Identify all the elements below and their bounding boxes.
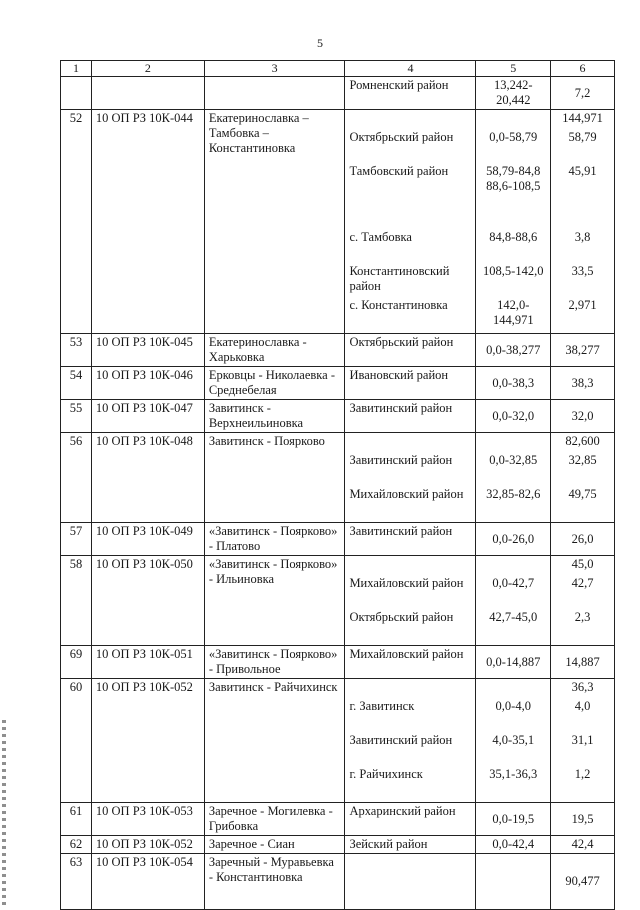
row-number-cell: 52 xyxy=(61,110,92,334)
header-cell: 3 xyxy=(204,61,345,77)
spacer xyxy=(480,680,546,695)
road-code-cell: 10 ОП РЗ 10К-044 xyxy=(91,110,204,334)
district-cell: Зейский район xyxy=(345,836,476,854)
table-row xyxy=(61,646,615,679)
section-length: 31,1 xyxy=(571,733,594,747)
section-district: Октябрьский район xyxy=(349,130,454,144)
spacer xyxy=(349,680,471,695)
km-cell: 13,242-20,442 xyxy=(476,77,551,110)
section-km: 0,0-4,0 xyxy=(495,699,531,713)
length-cell: 90,477 xyxy=(551,854,615,910)
length-cell: 32,0 xyxy=(551,400,615,433)
km-cell xyxy=(476,110,551,334)
district-cell: Завитинский район xyxy=(345,523,476,556)
section-district: Завитинский район xyxy=(349,733,453,747)
road-code-cell: 10 ОП РЗ 10К-053 xyxy=(91,803,204,836)
road-name-cell: Екатеринославка - Харьковка xyxy=(204,334,345,367)
road-code-cell: 10 ОП РЗ 10К-046 xyxy=(91,367,204,400)
row-number-cell: 63 xyxy=(61,854,92,910)
road-code-cell: 10 ОП РЗ 10К-051 xyxy=(91,646,204,679)
roads-table xyxy=(60,60,615,910)
road-code-cell: 10 ОП РЗ 10К-048 xyxy=(91,433,204,523)
length-cell xyxy=(551,556,615,646)
row-number-cell: 58 xyxy=(61,556,92,646)
section-km: 0,0-58,79 xyxy=(489,130,538,144)
table-row xyxy=(61,523,615,556)
section-length: 45,91 xyxy=(568,164,597,178)
section-km: 32,85-82,6 xyxy=(486,487,541,501)
district-cell: Октябрьский район xyxy=(345,334,476,367)
row-number-cell: 69 xyxy=(61,646,92,679)
km-cell: 0,0-38,277 xyxy=(476,334,551,367)
table-row xyxy=(61,854,615,910)
section-length: 3,8 xyxy=(574,230,591,244)
section-km: 142,0-144,971 xyxy=(492,298,534,327)
road-name-cell: Завитинск - Поярково xyxy=(204,433,345,523)
district-cell xyxy=(345,854,476,910)
district-cell: Михайловский район xyxy=(345,646,476,679)
header-cell: 2 xyxy=(91,61,204,77)
section-length: 4,0 xyxy=(574,699,591,713)
road-name-cell: Ерковцы - Николаевка - Среднебелая xyxy=(204,367,345,400)
section-length: 2,971 xyxy=(568,298,597,312)
length-cell: 19,5 xyxy=(551,803,615,836)
total-length: 144,971 xyxy=(562,111,603,125)
road-name-cell: «Завитинск - Поярково» - Привольное xyxy=(204,646,345,679)
road-code-cell: 10 ОП РЗ 10К-050 xyxy=(91,556,204,646)
section-length: 58,79 xyxy=(568,130,597,144)
header-row xyxy=(61,61,615,77)
section-district: г. Завитинск xyxy=(349,699,415,713)
spacer xyxy=(480,434,546,449)
km-cell: 0,0-26,0 xyxy=(476,523,551,556)
spacer xyxy=(349,557,471,572)
section-district: Тамбовский район xyxy=(349,164,449,178)
table-row xyxy=(61,836,615,854)
district-cell xyxy=(345,110,476,334)
table-row xyxy=(61,433,615,523)
road-name-cell xyxy=(204,77,345,110)
spacer xyxy=(480,111,546,126)
row-number-cell: 57 xyxy=(61,523,92,556)
row-number-cell: 61 xyxy=(61,803,92,836)
district-cell: Ромненский район xyxy=(345,77,476,110)
length-cell: 7,2 xyxy=(551,77,615,110)
row-number-cell: 62 xyxy=(61,836,92,854)
table-row xyxy=(61,400,615,433)
km-cell xyxy=(476,556,551,646)
district-cell xyxy=(345,679,476,803)
road-name-cell: Заречное - Сиан xyxy=(204,836,345,854)
section-district: г. Райчихинск xyxy=(349,767,423,781)
table-row xyxy=(61,679,615,803)
road-code-cell: 10 ОП РЗ 10К-047 xyxy=(91,400,204,433)
length-cell: 26,0 xyxy=(551,523,615,556)
km-cell xyxy=(476,854,551,910)
section-district: Михайловский район xyxy=(349,576,464,590)
km-cell: 0,0-19,5 xyxy=(476,803,551,836)
length-cell xyxy=(551,679,615,803)
section-km: 35,1-36,3 xyxy=(489,767,538,781)
section-km: 58,79-84,8 88,6-108,5 xyxy=(486,164,541,193)
district-cell: Завитинский район xyxy=(345,400,476,433)
table-row xyxy=(61,803,615,836)
table-row xyxy=(61,367,615,400)
length-cell: 42,4 xyxy=(551,836,615,854)
header-cell: 6 xyxy=(551,61,615,77)
spacer xyxy=(349,111,471,126)
spacer xyxy=(480,557,546,572)
section-km: 108,5-142,0 xyxy=(483,264,544,278)
table-row xyxy=(61,77,615,110)
km-cell: 0,0-32,0 xyxy=(476,400,551,433)
length-cell: 38,277 xyxy=(551,334,615,367)
header-cell: 5 xyxy=(476,61,551,77)
row-number-cell: 55 xyxy=(61,400,92,433)
section-district: с. Тамбовка xyxy=(349,230,412,244)
length-cell xyxy=(551,110,615,334)
road-name-cell: «Завитинск - Поярково» - Платово xyxy=(204,523,345,556)
road-name-cell: «Завитинск - Поярково» - Ильиновка xyxy=(204,556,345,646)
section-district: с. Константиновка xyxy=(349,298,448,312)
section-district: Константиновский район xyxy=(349,264,450,293)
road-code-cell: 10 ОП РЗ 10К-049 xyxy=(91,523,204,556)
road-code-cell: 10 ОП РЗ 10К-052 xyxy=(91,836,204,854)
road-name-cell: Завитинск - Верхнеильиновка xyxy=(204,400,345,433)
table-row xyxy=(61,556,615,646)
road-name-cell: Заречный - Муравьевка - Константиновка xyxy=(204,854,345,910)
km-cell: 0,0-14,887 xyxy=(476,646,551,679)
section-km: 4,0-35,1 xyxy=(492,733,535,747)
road-name-cell: Екатеринославка – Тамбовка – Константиновка xyxy=(204,110,345,334)
km-cell: 0,0-42,4 xyxy=(476,836,551,854)
spacer xyxy=(349,434,471,449)
section-length: 1,2 xyxy=(574,767,591,781)
row-number-cell: 54 xyxy=(61,367,92,400)
district-cell xyxy=(345,433,476,523)
road-name-cell: Завитинск - Райчихинск xyxy=(204,679,345,803)
length-cell: 38,3 xyxy=(551,367,615,400)
section-length: 49,75 xyxy=(568,487,597,501)
length-cell xyxy=(551,433,615,523)
length-cell: 14,887 xyxy=(551,646,615,679)
section-km: 84,8-88,6 xyxy=(489,230,538,244)
district-cell xyxy=(345,556,476,646)
road-code-cell: 10 ОП РЗ 10К-045 xyxy=(91,334,204,367)
table-row xyxy=(61,110,615,334)
section-length: 33,5 xyxy=(571,264,594,278)
section-district: Завитинский район xyxy=(349,453,453,467)
section-km: 0,0-42,7 xyxy=(492,576,535,590)
road-code-cell: 10 ОП РЗ 10К-054 xyxy=(91,854,204,910)
district-cell: Ивановский район xyxy=(345,367,476,400)
header-cell: 4 xyxy=(345,61,476,77)
total-length: 82,600 xyxy=(565,434,600,448)
section-district: Михайловский район xyxy=(349,487,464,501)
section-km: 42,7-45,0 xyxy=(489,610,538,624)
section-length: 2,3 xyxy=(574,610,591,624)
section-district: Октябрьский район xyxy=(349,610,454,624)
section-km: 0,0-32,85 xyxy=(489,453,538,467)
row-number-cell: 53 xyxy=(61,334,92,367)
road-name-cell: Заречное - Могилевка - Грибовка xyxy=(204,803,345,836)
table-row xyxy=(61,334,615,367)
section-length: 32,85 xyxy=(568,453,597,467)
km-cell xyxy=(476,679,551,803)
header-cell: 1 xyxy=(61,61,92,77)
total-length: 36,3 xyxy=(571,680,594,694)
row-number-cell xyxy=(61,77,92,110)
row-number-cell: 60 xyxy=(61,679,92,803)
total-length: 45,0 xyxy=(571,557,594,571)
district-cell: Архаринский район xyxy=(345,803,476,836)
road-code-cell xyxy=(91,77,204,110)
row-number-cell: 56 xyxy=(61,433,92,523)
section-length: 42,7 xyxy=(571,576,594,590)
scan-artifact xyxy=(2,720,6,905)
km-cell xyxy=(476,433,551,523)
page-number: 5 xyxy=(317,36,323,50)
km-cell: 0,0-38,3 xyxy=(476,367,551,400)
road-code-cell: 10 ОП РЗ 10К-052 xyxy=(91,679,204,803)
